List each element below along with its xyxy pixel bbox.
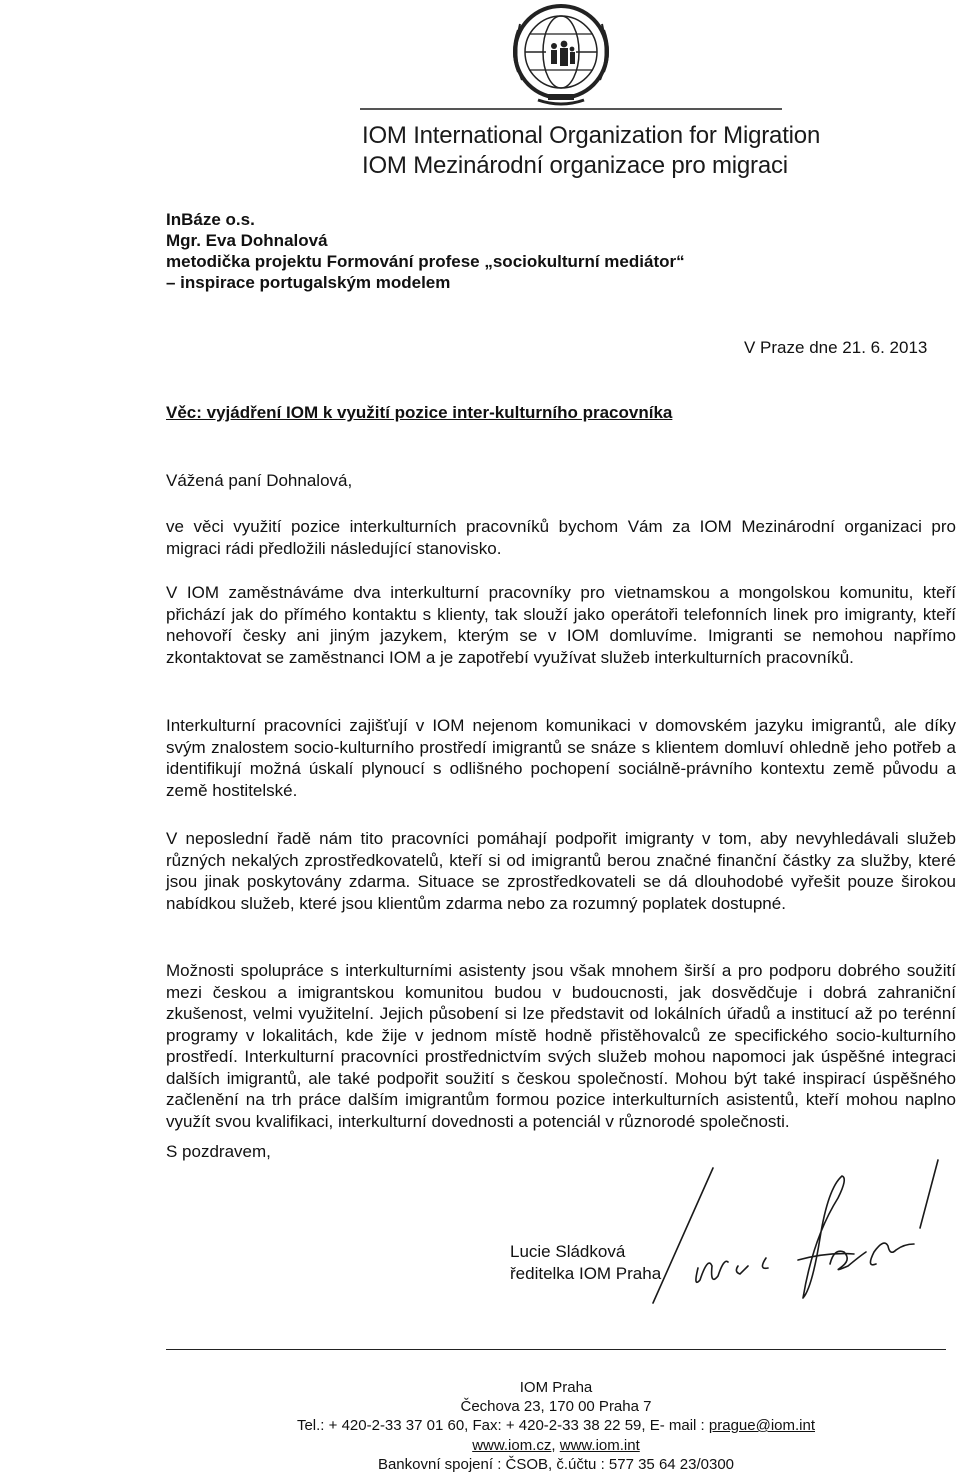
- footer-web-link-cz[interactable]: www.iom.cz: [472, 1437, 552, 1454]
- body-paragraph-4: V neposlední řadě nám tito pracovníci pomáhají podpořit imigranty v tom, aby nevyhledávali služeb různých nekalých zprostředkovatelů, kteří si od imigrantů berou značné finanční částky za služby, které jsou jinak poskytovány zdarma. Situace se zprostředkovateli se dá dlouhodobé vyřešit pouze širokou nabídkou služeb, které jsou klientům zdarma nebo za rozumný poplatek dostupné.: [166, 829, 956, 913]
- letter-subject: Věc: vyjádření IOM k využití pozice inter-kulturního pracovníka: [166, 403, 673, 422]
- footer-street: Čechova 23, 170 00 Praha 7: [460, 1398, 652, 1415]
- footer-web: [166, 1437, 946, 1454]
- footer-rule: [166, 1349, 946, 1350]
- addressee-role-line2: – inspirace portugalským modelem: [166, 273, 451, 292]
- iom-logo: [498, 2, 624, 108]
- body-paragraph-1: ve věci využití pozice interkulturních pracovníků bychom Vám za IOM Mezinárodní organizaci pro migraci rádi předložili následující stanovisko.: [166, 517, 956, 558]
- footer-phone-fax: Tel.: + 420-2-33 37 01 60, Fax: + 420-2-33 38 22 59, E- mail :: [296, 1417, 709, 1434]
- signatory-title: ředitelka IOM Praha: [510, 1264, 662, 1283]
- salutation: Vážená paní Dohnalová,: [166, 471, 353, 490]
- letter-date: V Praze dne 21. 6. 2013: [744, 338, 928, 357]
- header-rule: [360, 108, 782, 110]
- handwritten-signature: [598, 1148, 943, 1318]
- body-paragraph-5: Možnosti spolupráce s interkulturními asistenty jsou však mnohem širší a pro podporu dobrého soužití mezi českou a imigrantskou komunitou budou v budoucnosti, jak dosvědčuje i dobrá zahraniční zkušenost, velmi využitelní. Jejich působení si lze představit od lokálních úřadů a institucí až po terénní programy v lokalitách, kde žije v jednom místě hodně přistěhovalců ze specifického socio-kulturního prostředí. Interkulturní pracovníci prostřednictvím svých služeb mohou napomoci jak úspěšné integraci dalších imigrantů, ale také podpořit soužití s českou společností. Mohou být také inspirací úspěšného začlenění na trh práce dalším imigrantům formou pozice interkulturních asistentů, kteří mohou naplno využít svou kvalifikaci, interkulturní dovednosti a potenciál v různorodé společnosti.: [166, 961, 956, 1131]
- body-paragraph-2: V IOM zaměstnáváme dva interkulturní pracovníky pro vietnamskou a mongolskou komunitu, kteří přichází jak do přímého kontaktu s klienty, tak slouží jako operátoři telefonních linek pro imigranty, kteří nehovoří česky ani jiným jazykem, kterým se v IOM domluvíme. Imigranti se nemohou napřímo zkontaktovat se zaměstnanci IOM a je zapotřebí využívat služeb interkulturních pracovníků.: [166, 583, 956, 667]
- footer-web-link-int[interactable]: www.iom.int: [559, 1437, 640, 1454]
- closing: S pozdravem,: [166, 1142, 271, 1161]
- org-name-english: IOM International Organization for Migration: [362, 122, 821, 149]
- footer-contact: [166, 1417, 946, 1434]
- addressee-role: metodička projektu Formování profese „sociokulturní mediátor“: [166, 252, 685, 271]
- signatory-name: Lucie Sládková: [510, 1242, 626, 1261]
- org-name-czech: IOM Mezinárodní organizace pro migraci: [362, 152, 788, 179]
- footer-web-separator: ,: [551, 1437, 560, 1454]
- addressee-org: InBáze o.s.: [166, 210, 255, 229]
- footer-bank: Bankovní spojení : ČSOB, č.účtu : 577 35 64 23/0300: [377, 1456, 735, 1473]
- body-paragraph-3: Interkulturní pracovníci zajišťují v IOM nejenom komunikaci v domovském jazyku imigrantů, ale díky svým znalostem socio-kulturního prostředí imigrantů se snáze s klientem domluví ohledně jeho potřeb a identifikují možná úskalí plynoucí s odlišného pochopení sociálně-právního kontextu země původu a země hostitelské.: [166, 716, 956, 800]
- addressee-name: Mgr. Eva Dohnalová: [166, 231, 328, 250]
- footer-email-link[interactable]: prague@iom.int: [708, 1417, 816, 1434]
- footer-org: IOM Praha: [519, 1379, 593, 1396]
